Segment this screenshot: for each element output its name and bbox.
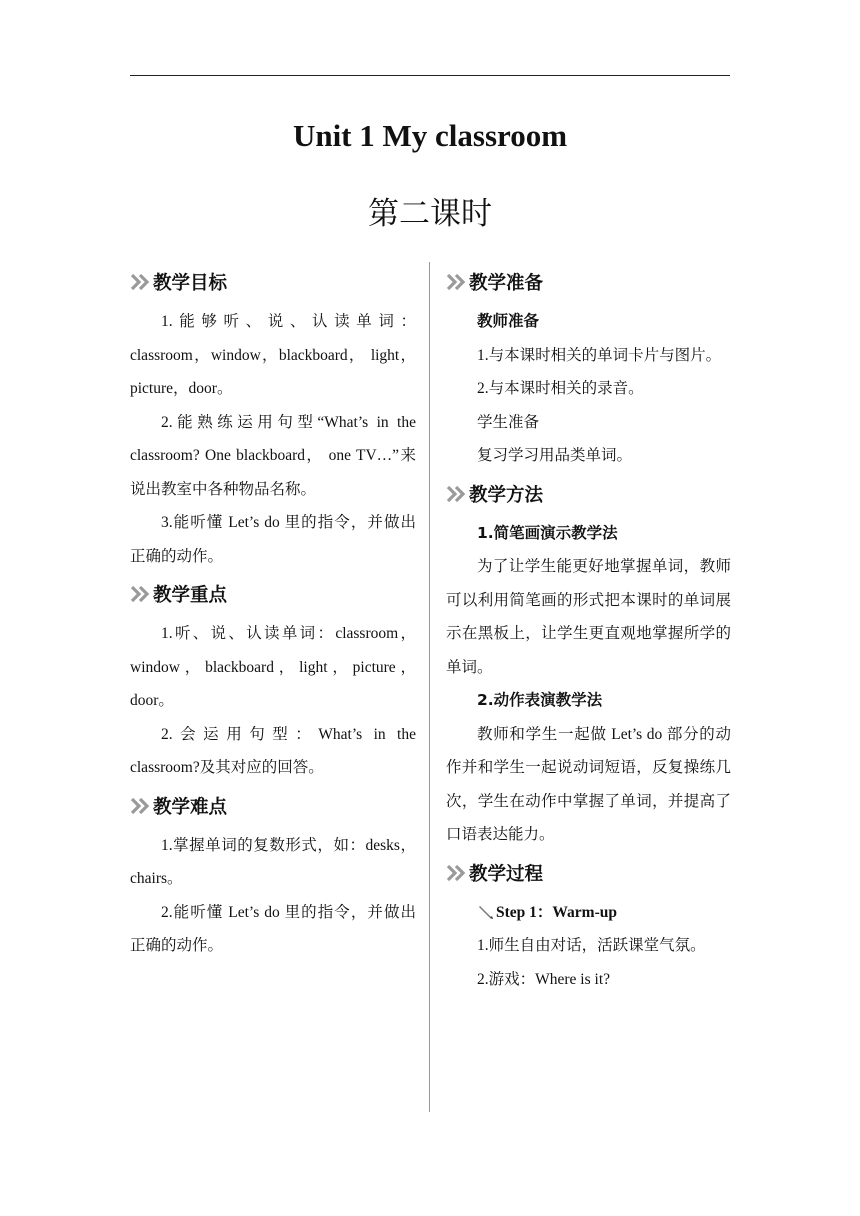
prep-item: 复习学习用品类单词。 xyxy=(477,447,633,464)
section-heading xyxy=(446,265,731,299)
section-title: 教学目标 xyxy=(153,273,228,294)
section-title: 教学准备 xyxy=(469,273,544,294)
difficulty-item: 2.能听懂 Let’s do 里的指令，并做出正确的动作。 xyxy=(130,903,416,954)
section-heading xyxy=(446,856,731,890)
section-heading xyxy=(130,577,416,611)
step-title: Step 1：Warm-up xyxy=(496,903,617,921)
method-title: 1.简笔画演示教学法 xyxy=(477,523,618,542)
key-point-item: 1.听、说、认读单词：classroom，window，blackboard，light，picture，door。 xyxy=(130,625,416,709)
teacher-prep-label: 教师准备 xyxy=(477,312,540,330)
objective-item: 2.能熟练运用句型“What’s in the classroom? One blackboard， one TV…”来说出教室中各种物品名称。 xyxy=(130,413,416,498)
section-heading xyxy=(130,265,416,299)
key-point-item: 2.会运用句型：What’s in the classroom?及其对应的回答。 xyxy=(130,725,416,776)
page-subtitle: 第二课时 xyxy=(368,196,492,232)
double-chevron-icon xyxy=(130,796,152,816)
left-column xyxy=(130,265,416,963)
student-prep-label: 学生准备 xyxy=(477,412,540,431)
section-heading xyxy=(130,789,416,823)
section-heading xyxy=(446,477,731,511)
section-title: 教学重点 xyxy=(153,585,228,606)
prep-item: 2.与本课时相关的录音。 xyxy=(477,380,644,397)
column-divider xyxy=(429,262,430,1112)
prep-item: 1.与本课时相关的单词卡片与图片。 xyxy=(477,346,722,364)
method-title: 2.动作表演教学法 xyxy=(477,691,603,709)
objective-item: 3.能听懂 Let’s do 里的指令，并做出正确的动作。 xyxy=(130,514,416,565)
step-heading xyxy=(446,896,731,930)
double-chevron-icon xyxy=(130,272,152,292)
method-text: 教师和学生一起做 Let’s do 部分的动作并和学生一起说动词短语，反复操练几次，学生在动作中掌握了单词，并提高了口语表达能力。 xyxy=(446,725,731,843)
double-chevron-icon xyxy=(446,484,468,504)
process-item: 1.师生自由对话，活跃课堂气氛。 xyxy=(477,937,706,954)
double-chevron-icon xyxy=(130,584,152,604)
section-title: 教学方法 xyxy=(469,484,544,506)
section-title: 教学难点 xyxy=(153,796,228,818)
difficulty-item: 1.掌握单词的复数形式，如：desks，chairs。 xyxy=(130,836,416,887)
pencil-icon xyxy=(477,903,495,921)
double-chevron-icon xyxy=(446,272,468,292)
right-column xyxy=(446,265,731,996)
section-title: 教学过程 xyxy=(469,863,544,885)
top-rule xyxy=(130,75,730,76)
page-title: Unit 1 My classroom xyxy=(292,118,568,153)
objective-item: 1.能够听、说、认读单词：classroom，window，blackboard， light，picture，door。 xyxy=(130,313,416,397)
double-chevron-icon xyxy=(446,863,468,883)
process-item: 2.游戏：Where is it? xyxy=(477,970,611,988)
method-text: 为了让学生能更好地掌握单词，教师可以利用简笔画的形式把本课时的单词展示在黑板上，让学生更直观地掌握所学的单词。 xyxy=(446,558,731,676)
